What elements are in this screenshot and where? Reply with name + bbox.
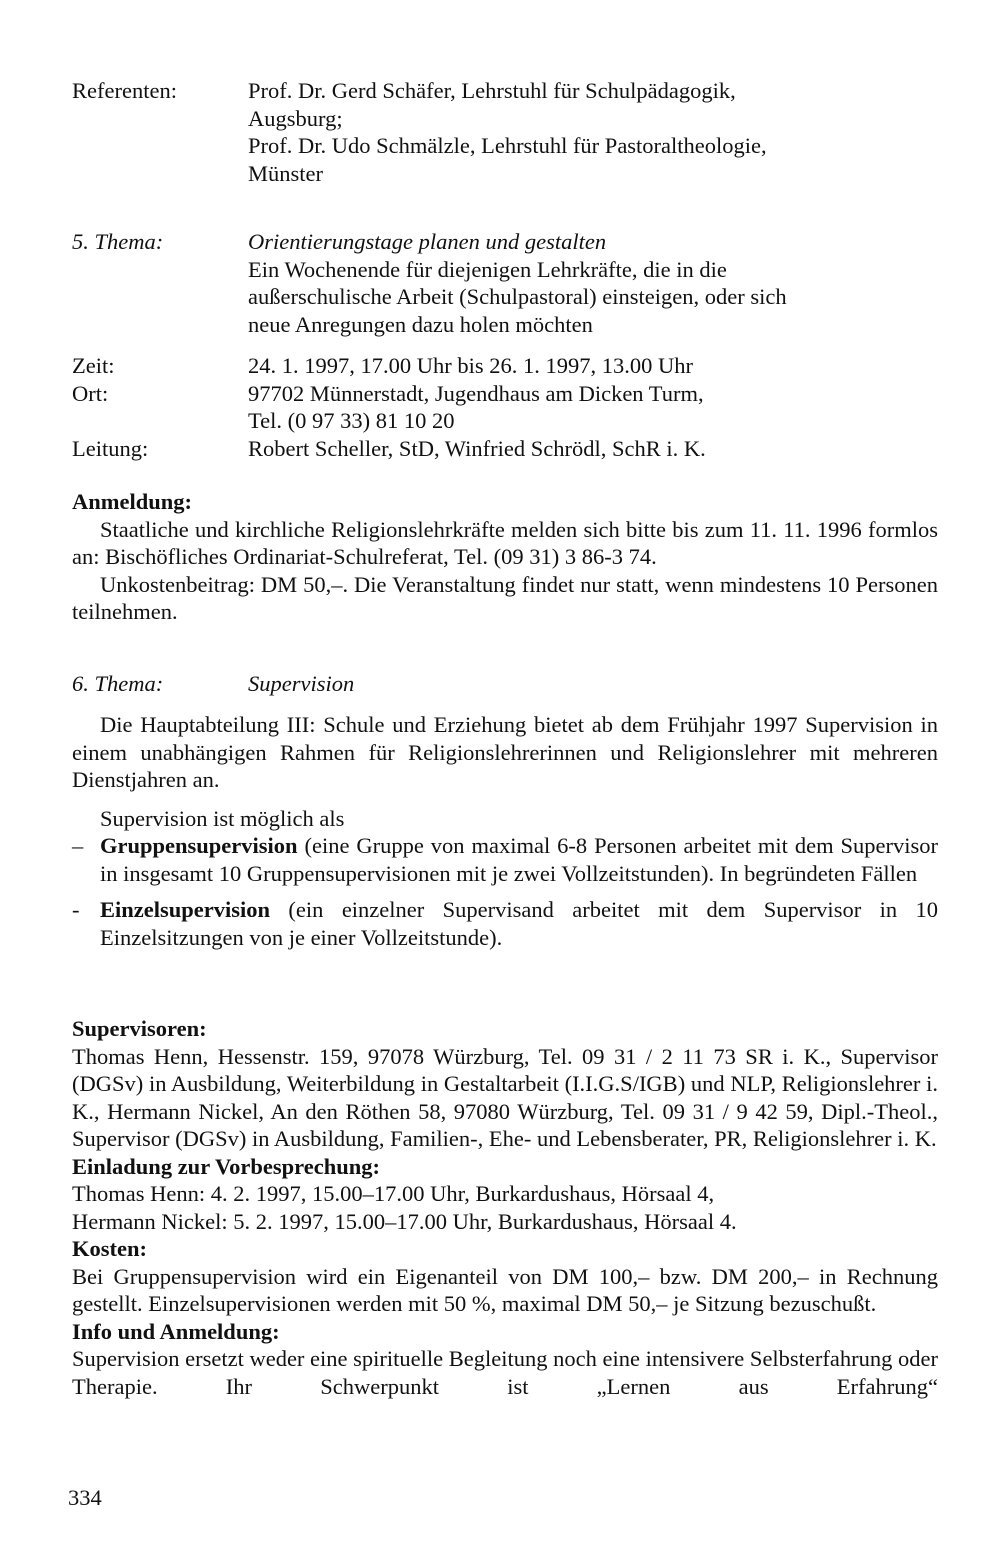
einladung-line: Hermann Nickel: 5. 2. 1997, 15.00–17.00 Uhr, Burkardushaus, Hörsaal 4. — [72, 1208, 737, 1234]
zeit-label: Zeit: — [72, 353, 115, 378]
ort-line: 97702 Münnerstadt, Jugendhaus am Dicken Turm, — [248, 380, 704, 406]
einladung-line: Thomas Henn: 4. 2. 1997, 15.00–17.00 Uhr, Burkardushaus, Hörsaal 4, — [72, 1181, 715, 1206]
list-item-text: (eine Gruppe von maximal 6-8 Personen arbeitet mit dem Supervisor in insgesamt 10 Gruppensupervisionen mit je zwei Vollzeitstunden). In begründeten Fällen — [100, 833, 938, 886]
anmeldung-section — [72, 488, 938, 626]
info-heading: Info und Anmeldung: — [72, 1318, 280, 1344]
referent-line: Prof. Dr. Udo Schmälzle, Lehrstuhl für Pastoraltheologie, — [248, 133, 767, 158]
anmeldung-paragraph: Unkostenbeitrag: DM 50,–. Die Veranstaltung findet nur statt, wenn mindestens 10 Personen teilnehmen. — [72, 571, 938, 624]
referent-line: Prof. Dr. Gerd Schäfer, Lehrstuhl für Schulpädagogik, — [248, 78, 736, 103]
einladung-heading: Einladung zur Vorbesprechung: — [72, 1153, 381, 1179]
anmeldung-paragraph: Staatliche und kirchliche Religionslehrkräfte melden sich bitte bis zum 11. 11. 1996 formlos an: Bischöfliches Ordinariat-Schulreferat, Tel. (09 31) 3 86-3 74. — [72, 516, 938, 569]
thema6-intro: Die Hauptabteilung III: Schule und Erziehung bietet ab dem Frühjahr 1997 Supervision in einem unabhängigen Rahmen für Religionslehrerinnen und Religionslehrer mit mehreren Dienstjahren an. — [72, 712, 938, 792]
list-dash: – — [72, 833, 84, 858]
referenten-section — [72, 77, 938, 187]
referenten-label: Referenten: — [72, 78, 177, 103]
supervisoren-heading: Supervisoren: — [72, 1016, 207, 1041]
thema6-body — [72, 711, 938, 951]
leitung-value: Robert Scheller, StD, Winfried Schrödl, SchR i. K. — [248, 435, 706, 461]
info-text: Supervision ersetzt weder eine spirituelle Begleitung noch eine intensivere Selbsterfahrung oder Therapie. Ihr Schwerpunkt ist „Lernen aus Erfahrung“ — [72, 1346, 938, 1399]
thema6-title: Supervision — [248, 671, 355, 696]
list-item — [72, 896, 938, 951]
list-dash: - — [72, 897, 80, 922]
thema5-description-line: außerschulische Arbeit (Schulpastoral) einsteigen, oder sich — [248, 284, 787, 309]
anmeldung-heading: Anmeldung: — [72, 489, 193, 514]
thema6-lead: Supervision ist möglich als — [100, 805, 345, 831]
thema5-details — [72, 352, 938, 462]
supervisoren-text: Thomas Henn, Hessenstr. 159, 97078 Würzburg, Tel. 09 31 / 2 11 73 SR i. K., Supervisor (DGSv) in Ausbildung, Weiterbildung in Gestaltarbeit (I.I.G.S/IGB) und NLP, Religionslehrer i. K., Hermann Nickel, An den Röthen 58, 97080 Würzburg, Tel. 09 31 / 9 42 59, Dipl.-Theol., Supervisor (DGSv) in Ausbildung, Familien-, Ehe- und Lebensberater, PR, Religionslehrer i. K. — [72, 1043, 938, 1151]
referent-line: Münster — [248, 160, 323, 186]
page-number: 334 — [68, 1485, 102, 1510]
list-item-term: Gruppensupervision — [100, 833, 298, 858]
list-item-text: (ein einzelner Supervisand arbeitet mit dem Supervisor in 10 Einzelsitzungen von je einer Vollzeitstunde). — [100, 897, 938, 950]
thema5-description-line: neue Anregungen dazu holen möchten — [248, 311, 593, 337]
leitung-label: Leitung: — [72, 435, 149, 461]
thema5-label: 5. Thema: — [72, 229, 164, 254]
supervisoren-section — [72, 1015, 938, 1400]
ort-label: Ort: — [72, 380, 109, 406]
kosten-text: Bei Gruppensupervision wird ein Eigenanteil von DM 100,– bzw. DM 200,– in Rechnung gestellt. Einzelsupervisionen werden mit 50 %, maximal DM 50,– je Sitzung bezuschußt. — [72, 1263, 938, 1316]
referent-line: Augsburg; — [248, 105, 343, 131]
zeit-value: 24. 1. 1997, 17.00 Uhr bis 26. 1. 1997, 13.00 Uhr — [248, 353, 693, 378]
ort-line: Tel. (0 97 33) 81 10 20 — [248, 408, 455, 433]
thema5-title: Orientierungstage planen und gestalten — [248, 229, 607, 254]
list-item-term: Einzelsupervision — [100, 897, 271, 922]
list-item — [72, 832, 938, 887]
thema6-label: 6. Thema: — [72, 671, 164, 696]
thema5-section — [72, 228, 938, 338]
thema6-section — [72, 670, 938, 698]
thema5-description-line: Ein Wochenende für diejenigen Lehrkräfte, die in die — [248, 256, 727, 282]
kosten-heading: Kosten: — [72, 1236, 147, 1261]
